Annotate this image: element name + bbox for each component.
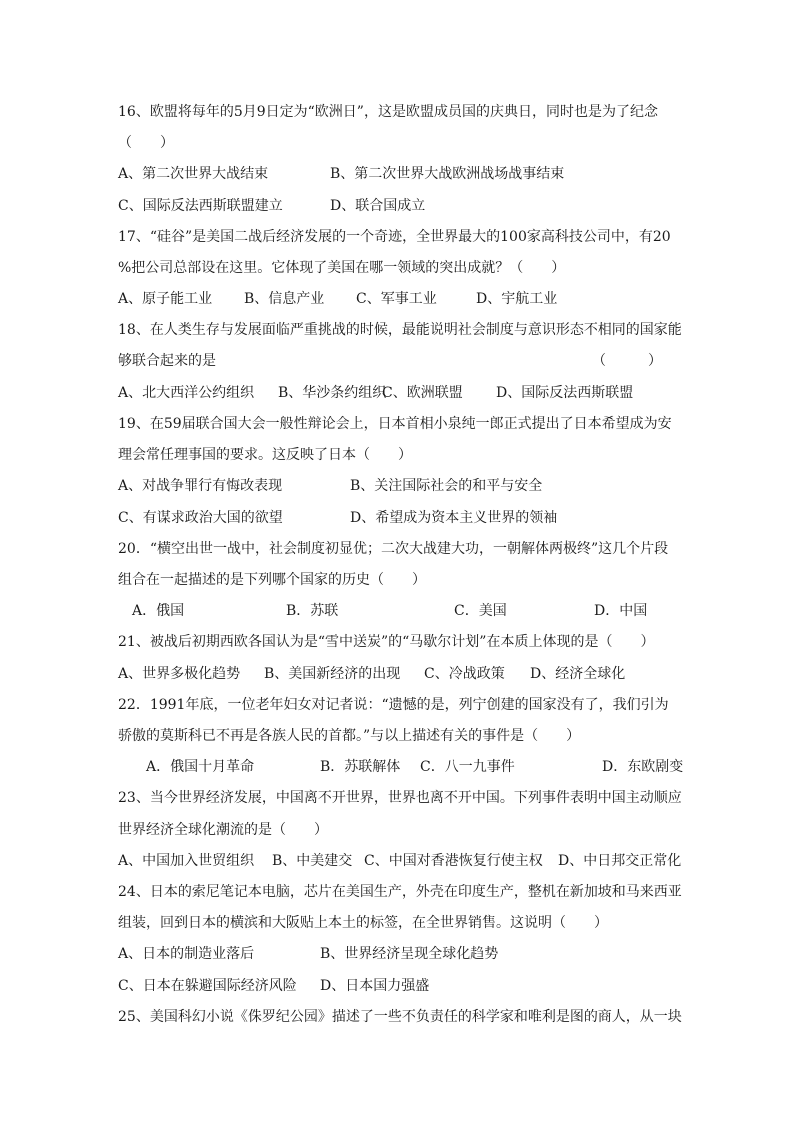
option-d: D．中国 [594,603,648,619]
option-a: A．俄国 [132,603,185,619]
option-a: A．俄国十月革命 [146,759,255,775]
question-24-options-row-2 [118,976,678,996]
option-d: D、联合国成立 [330,198,426,214]
option-b: B．苏联 [286,603,339,619]
answer-paren: （ ） [592,353,662,369]
question-17-options [118,289,678,309]
option-c: C、中国对香港恢复行使主权 [364,853,543,869]
option-d: D、国际反法西斯联盟 [496,385,634,401]
option-c: C、欧洲联盟 [382,385,463,401]
option-a: A、对战争罪行有悔改表现 [118,478,283,494]
option-b: B、美国新经济的出现 [264,666,401,682]
option-b: B、世界经济呈现全球化趋势 [320,946,499,962]
option-d: D、中日邦交正常化 [558,853,682,869]
option-a: A、世界多极化趋势 [118,666,241,682]
question-20-options [118,601,678,621]
option-d: D、宇航工业 [476,291,558,307]
question-18-stem-line-2: 够联合起来的是 （ ） [118,353,662,369]
question-22-options [118,757,684,777]
option-d: D、希望成为资本主义世界的领袖 [350,510,558,526]
option-c: C、冷战政策 [424,666,505,682]
question-23-options [118,851,684,871]
option-c: C、有谋求政治大国的欲望 [118,510,283,526]
option-b: B、华沙条约组织 [278,385,387,401]
option-b: B、关注国际社会的和平与安全 [350,478,543,494]
option-c: C、国际反法西斯联盟建立 [118,198,283,214]
option-d: D、日本国力强盛 [320,978,430,994]
option-b: B、中美建交 [272,853,353,869]
option-b: B、第二次世界大战欧洲战场战事结束 [330,166,565,182]
question-24-options-row-1 [118,944,678,964]
option-a: A、中国加入世贸组织 [118,853,255,869]
document-page: 16、欧盟将每年的5月9日定为“欧洲日”，这是欧盟成员国的庆典日，同时也是为了纪念 （ ） A、第二次世界大战结束 B、第二次世界大战欧洲战场战事结束 C、国际反法西斯联盟建立 D、联合国成立 17、“硅谷”是美国二战后经济发展的一个奇迹，全世界最大的100家高科技公司中，有20 %把公司总部设在这里。它体现了美国在哪一领域的突出成就？（ ） A、原子能工业 B、信息产业 C、军事工业 D、宇航工业 18、在人类生存与发展面临严重挑战的时候，最能说明社会制度与意识形态不相同的国家能 够联合起来的是 （ ） A、北大西洋公约组织 B、华沙条约组织 C、欧洲联盟 D、国际反法西斯联盟 19、在59届联合国大会一般性辩论会上，日本首相小泉纯一郎正式提出了日本希望成为安 理会常任理事国的要求。这反映了日本（ ） A、对战争罪行有悔改表现 B、关注国际社会的和平与安全 C、有谋求政治大国的欲望 D、希望成为资本主义世界的领袖 20．“横空出世一战中，社会制度初显优；二次大战建大功，一朝解体两极终”这几个片段 组合在一起描述的是下列哪个国家的历史（ ） A．俄国 B．苏联 C．美国 D．中国 21、被战后初期西欧各国认为是“雪中送炭”的“马歇尔计划”在本质上体现的是（ ） A、世界多极化趋势 B、美国新经济的出现 C、冷战政策 D、经济全球化 22．1991年底，一位老年妇女对记者说：“遗憾的是，列宁创建的国家没有了，我们引为 骄傲的莫斯科已不再是各族人民的首都。”与以上描述有关的事件是（ ） A．俄国十月革命 B．苏联解体 C．八一九事件 D．东欧剧变 23、当今世界经济发展，中国离不开世界，世界也离不开中国。下列事件表明中国主动顺应 世界经济全球化潮流的是（ ） A、中国加入世贸组织 B、中美建交 C、中国对香港恢复行使主权 D、中日邦交正常化 24、日本的索尼笔记本电脑，芯片在美国生产，外壳在印度生产，整机在新加坡和马来西亚 组装，回到日本的横滨和大阪贴上本土的标签，在全世界销售。这说明（ ） A、日本的制造业落后 B、世界经济呈现全球化趋势 C、日本在躲避国际经济风险 D、日本国力强盛 25、美国科幻小说《侏罗纪公园》描述了一些不负责任的科学家和唯利是图的商人，从一块 [118,104,684,1025]
option-c: C．八一九事件 [420,759,515,775]
option-a: A、原子能工业 [118,291,213,307]
option-b: B．苏联解体 [320,759,401,775]
question-16-options-row-1 [118,164,678,184]
question-21-options [118,664,678,684]
option-c: C、军事工业 [356,291,437,307]
option-d: D．东欧剧变 [602,759,684,775]
option-b: B、信息产业 [244,291,325,307]
question-16-options-row-2 [118,196,678,216]
option-a: A、第二次世界大战结束 [118,166,269,182]
question-18-options [118,383,678,403]
option-a: A、北大西洋公约组织 [118,385,255,401]
option-c: C．美国 [454,603,507,619]
option-d: D、经济全球化 [530,666,626,682]
question-19-options-row-1 [118,476,678,496]
option-a: A、日本的制造业落后 [118,946,255,962]
option-c: C、日本在躲避国际经济风险 [118,978,297,994]
question-19-options-row-2 [118,508,678,528]
